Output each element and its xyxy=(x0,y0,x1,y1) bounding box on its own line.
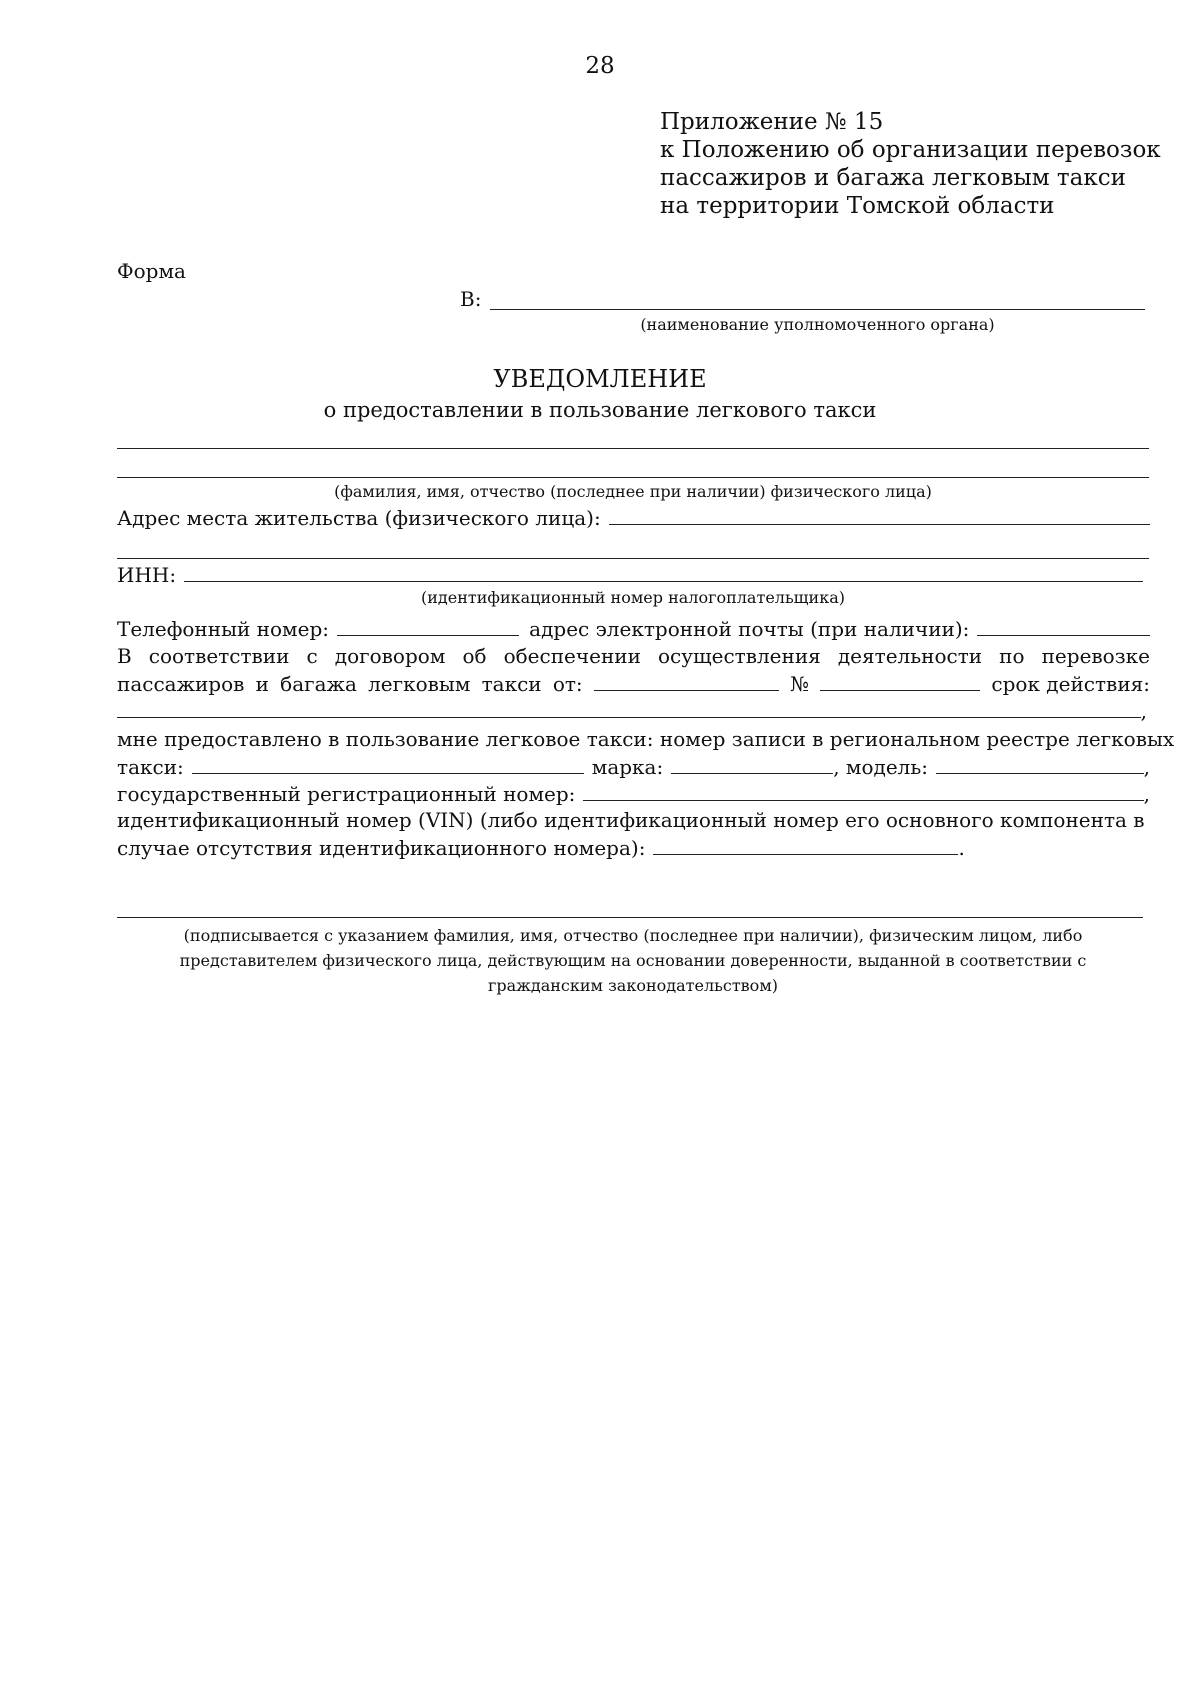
email-field[interactable] xyxy=(977,615,1150,636)
contacts-row xyxy=(117,615,1150,642)
signature-caption: гражданским законодательством) xyxy=(487,976,778,995)
contract-word: перевозке xyxy=(1041,644,1150,668)
address-label: Адрес места жительства (физического лица): xyxy=(117,506,601,530)
provided-text: мне предоставлено в пользование легковое такси: номер записи в региональном реестре легковых xyxy=(117,727,1175,751)
contract-line-2 xyxy=(117,670,1150,697)
address-row xyxy=(117,504,1150,531)
form-label: Форма xyxy=(117,259,186,283)
signature-field[interactable] xyxy=(117,917,1143,918)
contract-word: осуществления xyxy=(658,644,821,668)
address-field[interactable] xyxy=(609,504,1150,525)
inn-label: ИНН: xyxy=(117,563,177,587)
signature-caption: (подписывается с указанием фамилия, имя, отчество (последнее при наличии), физическим лицом, либо xyxy=(183,926,1083,945)
contract-word: обеспечении xyxy=(503,644,641,668)
contract-line-1 xyxy=(117,643,1150,669)
fio-caption: (фамилия, имя, отчество (последнее при наличии) физического лица) xyxy=(334,482,932,501)
document-subtitle: о предоставлении в пользование легкового такси xyxy=(323,398,877,422)
vin-line-1 xyxy=(117,807,1150,833)
appendix-line: на территории Томской области xyxy=(660,193,1055,219)
contract-word: легковым xyxy=(368,672,471,696)
fio-field[interactable] xyxy=(117,448,1149,449)
appendix-line: пассажиров и багажа легковым такси xyxy=(660,165,1126,191)
contract-word: пассажиров xyxy=(117,672,245,696)
provided-line-1 xyxy=(117,726,1175,752)
document-title: УВЕДОМЛЕНИЕ xyxy=(493,365,707,393)
address-field[interactable] xyxy=(117,558,1149,559)
reg-number-field[interactable] xyxy=(583,780,1143,801)
inn-field[interactable] xyxy=(184,561,1143,582)
inn-caption: (идентификационный номер налогоплательщика) xyxy=(421,588,845,607)
contract-word: соответствии xyxy=(148,644,290,668)
fio-field[interactable] xyxy=(117,477,1149,478)
contract-word: деятельности xyxy=(837,644,983,668)
phone-field[interactable] xyxy=(337,615,519,636)
period: . xyxy=(958,836,965,860)
recipient-field[interactable] xyxy=(490,309,1145,310)
contract-word: об xyxy=(462,644,487,668)
comma: , xyxy=(1143,755,1150,779)
brand-field[interactable] xyxy=(671,753,833,774)
inn-row xyxy=(117,561,1143,588)
contract-word: В xyxy=(117,644,132,668)
contract-date-field[interactable] xyxy=(594,670,779,691)
validity-field[interactable] xyxy=(117,697,1141,718)
comma: , xyxy=(1143,782,1150,806)
recipient-caption: (наименование уполномоченного органа) xyxy=(640,315,995,334)
registry-number-field[interactable] xyxy=(192,753,584,774)
validity-row xyxy=(117,697,1147,724)
to-label: В: xyxy=(460,287,482,311)
appendix-block xyxy=(660,108,1161,220)
comma: , xyxy=(1140,699,1147,723)
contract-from-label: от: xyxy=(552,672,583,696)
phone-label: Телефонный номер: xyxy=(117,617,329,641)
appendix-line: Приложение № 15 xyxy=(660,109,884,135)
model-label: , модель: xyxy=(833,755,929,779)
contract-validity-label: срок действия: xyxy=(991,672,1150,696)
contract-word: по xyxy=(999,644,1025,668)
model-field[interactable] xyxy=(936,753,1144,774)
contract-word: такси xyxy=(481,672,542,696)
reg-number-label: государственный регистрационный номер: xyxy=(117,782,576,806)
brand-label: марка: xyxy=(591,755,664,779)
vin-field[interactable] xyxy=(653,834,958,855)
contract-number-label: № xyxy=(790,672,809,696)
reg-number-row xyxy=(117,780,1150,807)
vin-row xyxy=(117,834,1150,861)
contract-word: с xyxy=(306,644,318,668)
taxi-label: такси: xyxy=(117,755,184,779)
taxi-row xyxy=(117,753,1150,780)
email-label: адрес электронной почты (при наличии): xyxy=(529,617,970,641)
appendix-line: к Положению об организации перевозок xyxy=(660,137,1161,163)
contract-word: договором xyxy=(334,644,446,668)
contract-word: багажа xyxy=(280,672,357,696)
page-number: 28 xyxy=(585,53,615,79)
vin-label: случае отсутствия идентификационного номера): xyxy=(117,836,646,860)
contract-word: и xyxy=(255,672,269,696)
contract-number-field[interactable] xyxy=(820,670,980,691)
signature-caption: представителем физического лица, действующим на основании доверенности, выданной в соответствии с xyxy=(179,951,1087,970)
vin-text: идентификационный номер (VIN) (либо идентификационный номер его основного компонента в xyxy=(117,808,1145,832)
